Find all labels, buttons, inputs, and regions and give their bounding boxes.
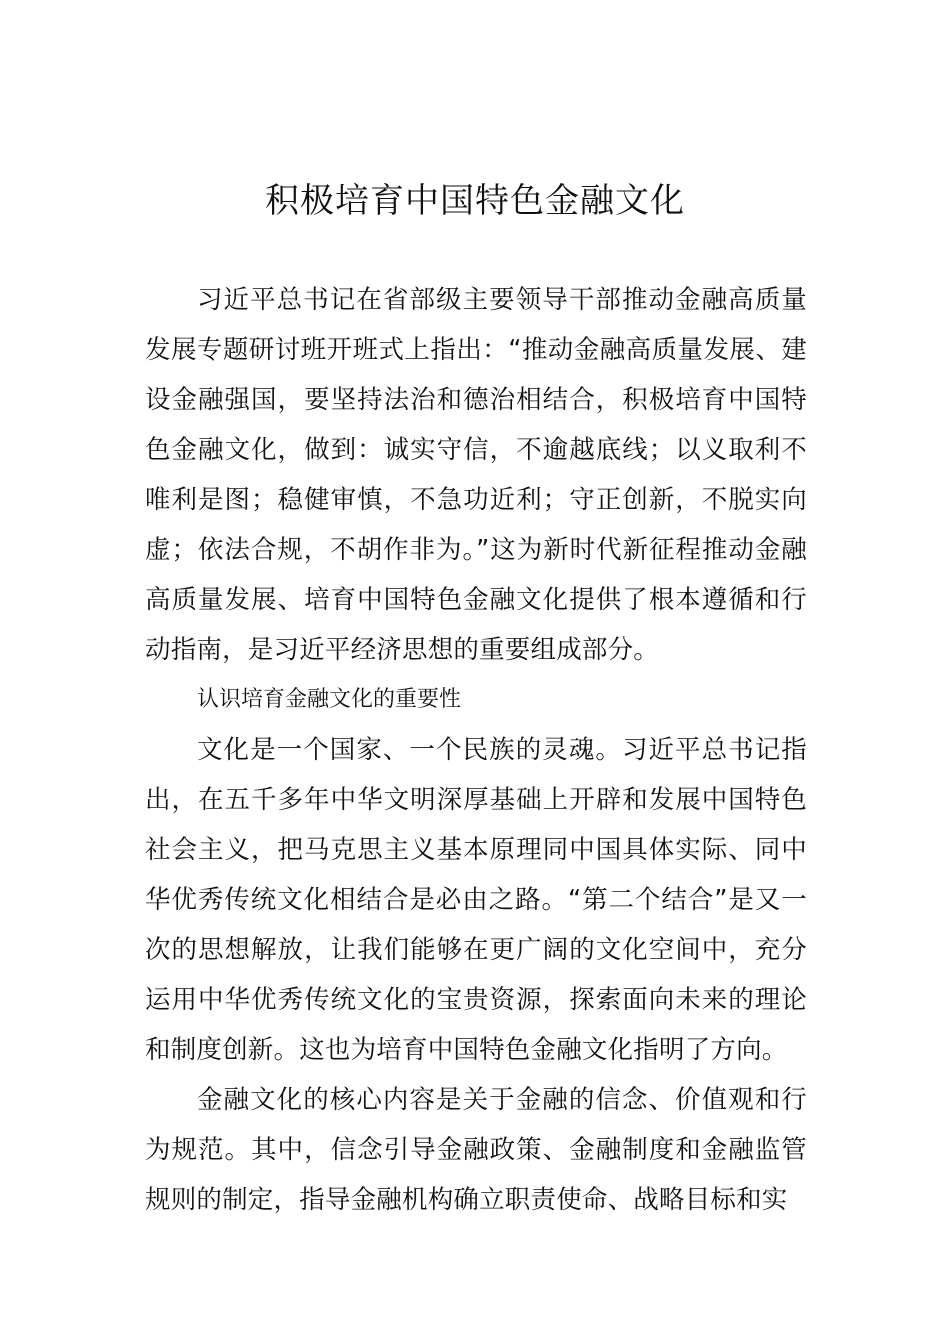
paragraph-culture: 文化是一个国家、一个民族的灵魂。习近平总书记指出，在五千多年中华文明深厚基础上开辟和发展中国特色社会主义，把马克思主义基本原理同中国具体实际、同中华优秀传统文化相结合是必由之路。“第二个结合”是又一次的思想解放，让我们能够在更广阔的文化空间中，充分运用中华优秀传统文化的宝贵资源，探索面向未来的理论和制度创新。这也为培育中国特色金融文化指明了方向。 [145,735,807,1065]
paragraph-intro: 习近平总书记在省部级主要领导干部推动金融高质量发展专题研讨班开班式上指出：“推动金融高质量发展、建设金融强国，要坚持法治和德治相结合，积极培育中国特色金融文化，做到：诚实守信，不逾越底线；以义取利不唯利是图；稳健审慎，不急功近利；守正创新，不脱实向虚；依法合规，不胡作非为。”这为新时代新征程推动金融高质量发展、培育中国特色金融文化提供了根本遵循和行动指南，是习近平经济思想的重要组成部分。 [145,285,807,665]
paragraph-core-content: 金融文化的核心内容是关于金融的信念、价值观和行为规范。其中，信念引导金融政策、金融制度和金融监管规则的制定，指导金融机构确立职责使命、战略目标和实 [145,1085,807,1215]
document-body [145,275,807,1225]
section-heading: 认识培育金融文化的重要性 [197,687,462,712]
document-title: 积极培育中国特色金融文化 [265,181,685,221]
